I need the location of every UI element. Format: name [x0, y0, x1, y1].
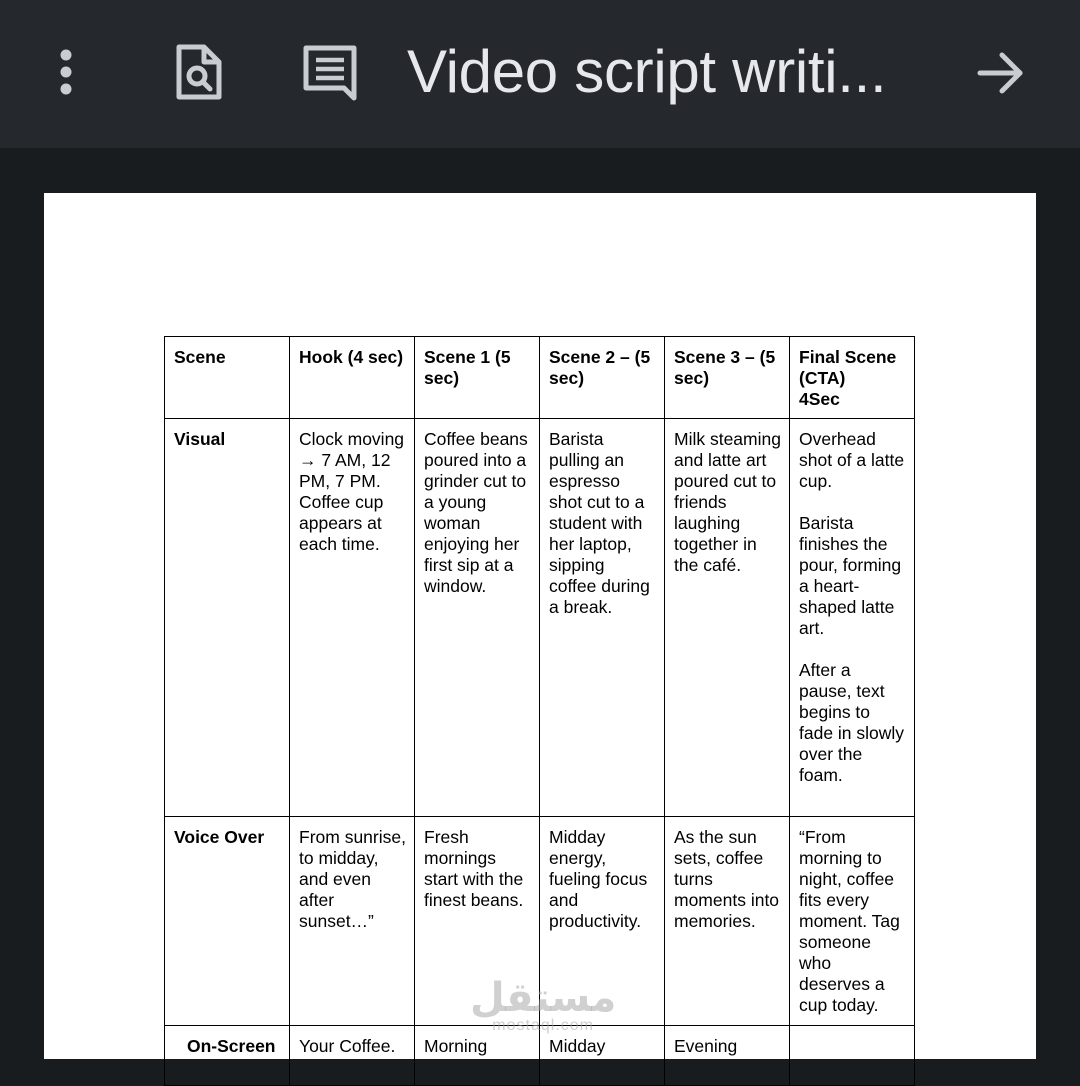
- table-cell: Overhead shot of a latte cup. Barista finishes the pour, forming a heart-shaped latte art. After a pause, text begins to fade in slowly over the foam.: [790, 419, 915, 817]
- header-cell: Final Scene (CTA) 4Sec: [790, 337, 915, 419]
- table-cell: Clock moving → 7 AM, 12 PM, 7 PM. Coffee cup appears at each time.: [290, 419, 415, 817]
- table-cell: Midday energy, fueling focus and productivity.: [540, 817, 665, 1026]
- table-cell: Evening: [665, 1026, 790, 1086]
- table-row: [165, 1026, 915, 1086]
- table-cell: Morning: [415, 1026, 540, 1086]
- row-label: On-Screen: [165, 1026, 290, 1086]
- more-vert-icon[interactable]: [52, 46, 80, 98]
- table-cell: Milk steaming and latte art poured cut to friends laughing together in the café.: [665, 419, 790, 817]
- arrow-right-icon[interactable]: [976, 48, 1026, 98]
- table-row: [165, 419, 915, 817]
- table-cell: Barista pulling an espresso shot cut to a student with her laptop, sipping coffee during a break.: [540, 419, 665, 817]
- search-document-icon[interactable]: [174, 43, 224, 101]
- table-cell: “From morning to night, coffee fits every moment. Tag someone who deserves a cup today.: [790, 817, 915, 1026]
- header-cell: Scene: [165, 337, 290, 419]
- table-cell: Your Coffee.: [290, 1026, 415, 1086]
- document-page[interactable]: [44, 193, 1036, 1059]
- script-table: [164, 336, 915, 1086]
- table-cell: [790, 1026, 915, 1086]
- header-cell: Scene 3 – (5 sec): [665, 337, 790, 419]
- table-cell: As the sun sets, coffee turns moments into memories.: [665, 817, 790, 1026]
- table-cell: Fresh mornings start with the finest beans.: [415, 817, 540, 1026]
- table-header-row: [165, 337, 915, 419]
- table-cell: Coffee beans poured into a grinder cut to a young woman enjoying her first sip at a window.: [415, 419, 540, 817]
- header-cell: Hook (4 sec): [290, 337, 415, 419]
- document-title[interactable]: Video script writi...: [407, 38, 887, 105]
- table-cell: Midday: [540, 1026, 665, 1086]
- watermark-logo: مستقل mostaql.com: [470, 975, 617, 1034]
- table-cell: From sunrise, to midday, and even after sunset…”: [290, 817, 415, 1026]
- header-cell: Scene 2 – (5 sec): [540, 337, 665, 419]
- comments-icon[interactable]: [300, 42, 360, 102]
- row-label: Visual: [165, 419, 290, 817]
- table-row: [165, 817, 915, 1026]
- header-cell: Scene 1 (5 sec): [415, 337, 540, 419]
- row-label: Voice Over: [165, 817, 290, 1026]
- top-app-bar: [0, 0, 1080, 148]
